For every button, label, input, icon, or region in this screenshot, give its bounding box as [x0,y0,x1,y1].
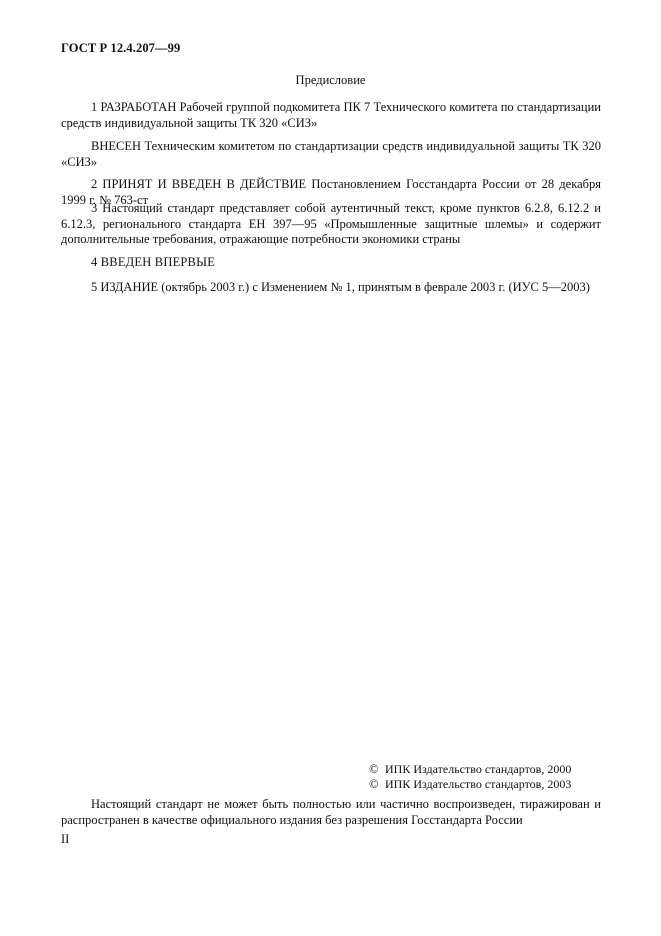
preface-title: Предисловие [295,73,366,87]
copyright-line-2 [369,777,601,792]
preface-item-1: 1 РАЗРАБОТАН Рабочей группой подкомитета ПК 7 Технического комитета по стандартизации средств индивидуальной защиты ТК 320 «СИЗ» [61,100,601,130]
preface-item-3: 3 Настоящий стандарт представляет собой аутентичный текст, кроме пунктов 6.2.8, 6.12.2 и 6.12.3, регионального стандарта ЕН 397—95 «Промышленные защитные шлемы» и содержит дополнительные требования, отражающие потребности экономики страны [61,201,601,246]
copyright-text-2: ИПК Издательство стандартов, 2003 [385,776,572,791]
copyright-text-1: ИПК Издательство стандартов, 2000 [385,762,572,776]
preface-item-1-introduced: ВНЕСЕН Техническим комитетом по стандартизации средств индивидуальной защиты ТК 320 «СИЗ» [61,139,601,169]
preface-item-4: 4 ВВЕДЕН ВПЕРВЫЕ [91,255,216,269]
copyright-line-1 [369,762,601,777]
preface-item-5: 5 ИЗДАНИЕ (октябрь 2003 г.) с Изменением № 1, принятым в феврале 2003 г. (ИУС 5—2003) [91,280,590,294]
standard-code: ГОСТ Р 12.4.207—99 [61,41,181,55]
page-number: II [61,832,70,846]
preface-item-2: 2 ПРИНЯТ И ВВЕДЕН В ДЕЙСТВИЕ Постановлением Госстандарта России от 28 декабря 1999 г. № 763-ст [61,177,601,207]
copyright-sign: © [369,776,379,791]
copyright-sign: © [369,762,379,776]
copyright-block [369,762,601,791]
reproduction-notice: Настоящий стандарт не может быть полностью или частично воспроизведен, тиражирован и распространен в качестве официального издания без разрешения Госстандарта России [61,797,601,827]
